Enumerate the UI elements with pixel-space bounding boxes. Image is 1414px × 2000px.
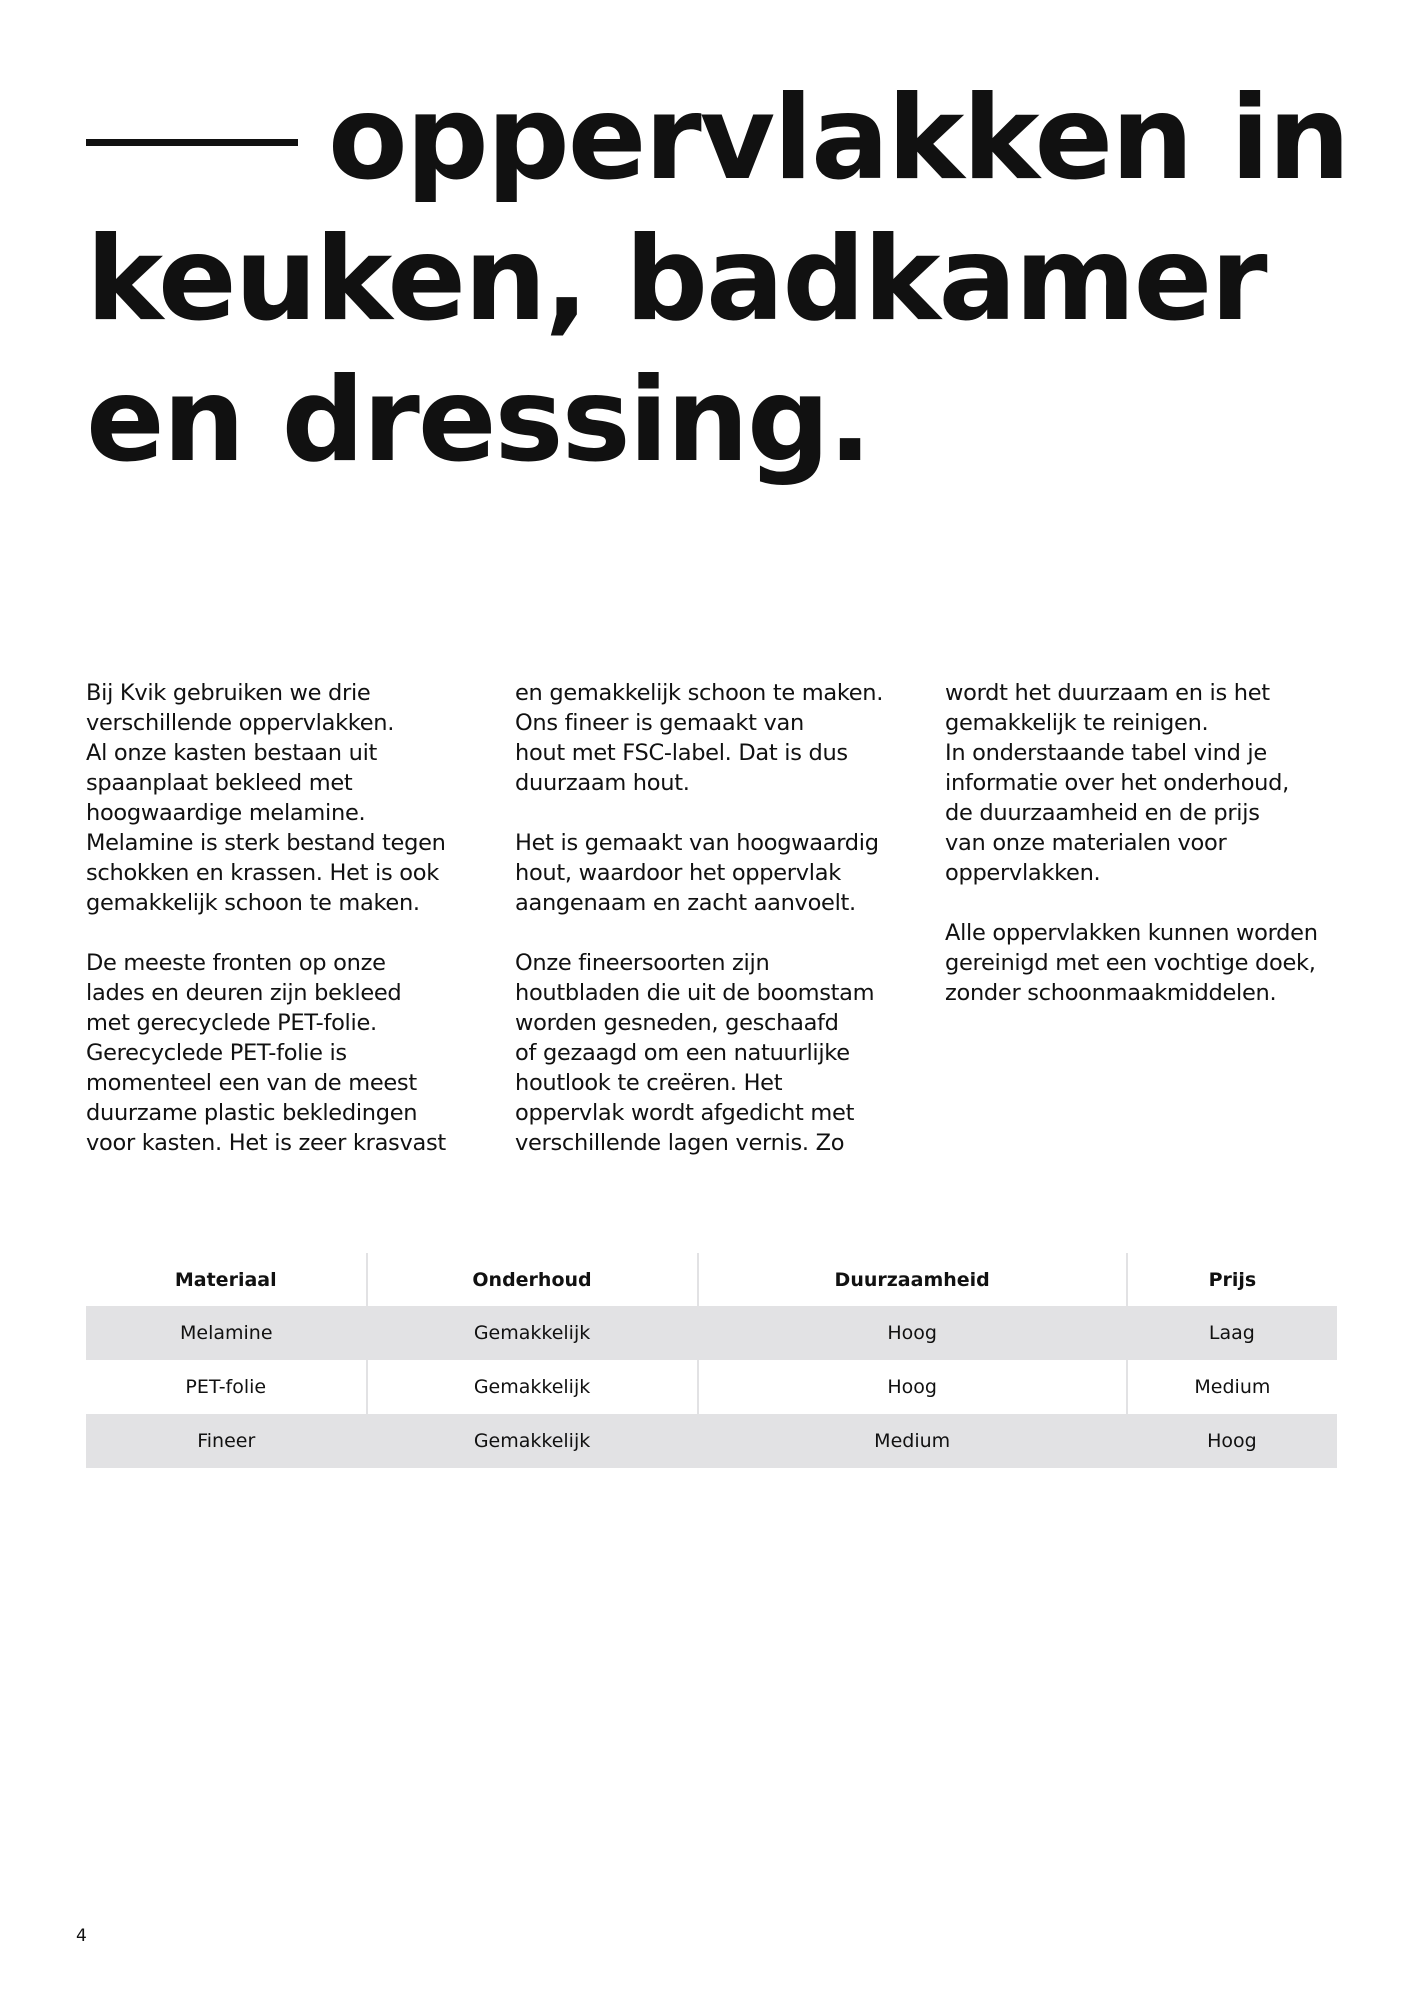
- column-2: [515, 678, 915, 1188]
- materials-table: [86, 1253, 1337, 1468]
- page-title-text: oppervlakken in keuken, badkamer en dressing.: [86, 71, 1349, 488]
- table-cell: Medium: [1127, 1360, 1337, 1414]
- table-cell: Medium: [698, 1414, 1127, 1468]
- page-title: [86, 68, 1386, 491]
- table-cell: Gemakkelijk: [367, 1414, 698, 1468]
- column-header: Prijs: [1127, 1253, 1337, 1306]
- table-cell: Fineer: [86, 1414, 367, 1468]
- paragraph: Bij Kvik gebruiken we drie verschillende oppervlakken. Al onze kasten bestaan uit spaanplaat bekleed met hoogwaardige melamine. Melamine is sterk bestand tegen schokken en krassen. Het is ook gemakkelijk schoon te maken.: [86, 680, 446, 916]
- column-header: Materiaal: [174, 1268, 277, 1291]
- page-number: 4: [76, 1926, 87, 1946]
- table-cell: Melamine: [86, 1306, 367, 1360]
- paragraph: wordt het duurzaam en is het gemakkelijk te reinigen. In onderstaande tabel vind je informatie over het onderhoud, de duurzaamheid en de prijs van onze materialen voor oppervlakken.: [945, 680, 1289, 886]
- table-cell: Gemakkelijk: [367, 1360, 698, 1414]
- paragraph: Alle oppervlakken kunnen worden gereinigd met een vochtige doek, zonder schoonmaakmiddelen.: [945, 920, 1318, 1006]
- table-cell: Gemakkelijk: [367, 1306, 698, 1360]
- title-dash: [86, 139, 298, 146]
- table-row: [86, 1360, 1337, 1414]
- table-cell: PET-folie: [185, 1376, 267, 1398]
- table-header-row: [86, 1253, 1337, 1306]
- paragraph: Het is gemaakt van hoogwaardig hout, waardoor het oppervlak aangenaam en zacht aanvoelt.: [515, 830, 879, 916]
- column-1: [86, 678, 486, 1188]
- paragraph: De meeste fronten op onze lades en deuren zijn bekleed met gerecyclede PET-folie. Gerecyclede PET-folie is momenteel een van de meest duurzame plastic bekledingen voor kasten. Het is zeer krasvast: [86, 950, 446, 1156]
- column-3: [945, 678, 1345, 1038]
- table-cell: Hoog: [698, 1360, 1127, 1414]
- table-cell: Laag: [1127, 1306, 1337, 1360]
- table-cell: Hoog: [1127, 1414, 1337, 1468]
- column-header: Onderhoud: [367, 1253, 698, 1306]
- paragraph: Onze fineersoorten zijn houtbladen die uit de boomstam worden gesneden, geschaafd of gezaagd om een natuurlijke houtlook te creëren. Het oppervlak wordt afgedicht met verschillende lagen vernis. Zo: [515, 950, 875, 1156]
- column-header: Duurzaamheid: [698, 1253, 1127, 1306]
- table-cell: Hoog: [698, 1306, 1127, 1360]
- table-row: [86, 1414, 1337, 1468]
- paragraph: en gemakkelijk schoon te maken. Ons fineer is gemaakt van hout met FSC-label. Dat is dus duurzaam hout.: [515, 680, 884, 796]
- table-row: [86, 1306, 1337, 1360]
